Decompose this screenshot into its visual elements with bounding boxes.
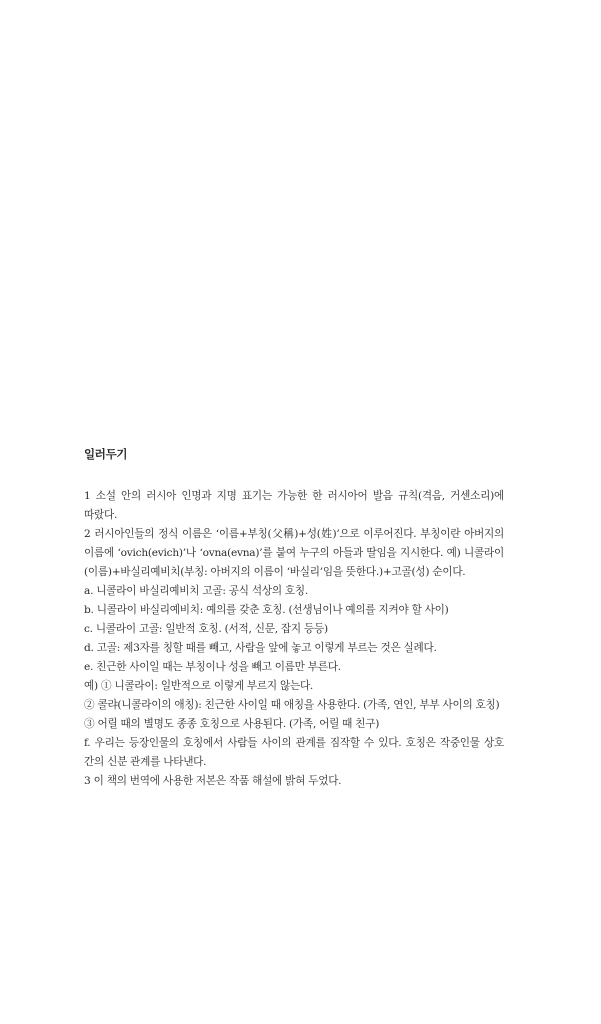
note-2b: b. 니콜라이 바실리예비치: 예의를 갖춘 호칭. (선생님이나 예의를 지켜야 할 사이) bbox=[84, 604, 449, 616]
note-2f: f. 우리는 등장인물의 호칭에서 사람들 사이의 관계를 짐작할 수 있다. 호칭은 작중인물 상호 간의 신분 관계를 나타낸다. bbox=[84, 737, 504, 768]
note-2e: e. 친근한 사이일 때는 부칭이나 성을 빼고 이름만 부른다. bbox=[84, 661, 341, 673]
note-2e-example-3: ③ 어릴 때의 별명도 종종 호칭으로 사용된다. (가족, 어릴 때 친구) bbox=[84, 718, 380, 730]
notes-list bbox=[84, 487, 504, 791]
section-title: 일러두기 bbox=[84, 447, 128, 461]
note-2: 2 러시아인들의 정식 이름은 ‘이름+부칭(父稱)+성(姓)’으로 이루어진다. 부칭이란 아버지의 이름에 ‘ovich(evich)’나 ‘ovna(evna)’를 붙여 누구의 아들과 딸임을 지시한다. 예) 니콜라이(이름)+바실리예비치(부칭: 아버지의 이름이 ‘바실리’임을 뜻한다.)+고골(성) 순이다. bbox=[84, 528, 504, 578]
note-1: 1 소설 안의 러시아 인명과 지명 표기는 가능한 한 러시아어 발음 규칙(격음, 거센소리)에 따랐다. bbox=[84, 490, 504, 521]
note-2c: c. 니콜라이 고골: 일반적 호칭. (서적, 신문, 잡지 등등) bbox=[84, 623, 328, 635]
note-2d: d. 고골: 제3자를 칭할 때를 빼고, 사람을 앞에 놓고 이렇게 부르는 것은 실례다. bbox=[84, 642, 437, 654]
note-3: 3 이 책의 번역에 사용한 저본은 작품 해설에 밝혀 두었다. bbox=[84, 775, 342, 787]
note-2a: a. 니콜라이 바실리예비치 고골: 공식 석상의 호칭. bbox=[84, 585, 309, 597]
note-2e-example-2: ② 콜랴(니콜라이의 애칭): 친근한 사이일 때 애칭을 사용한다. (가족, 연인, 부부 사이의 호칭) bbox=[84, 699, 500, 711]
note-2e-example-1: 예) ① 니콜라이: 일반적으로 이렇게 부르지 않는다. bbox=[84, 680, 314, 692]
